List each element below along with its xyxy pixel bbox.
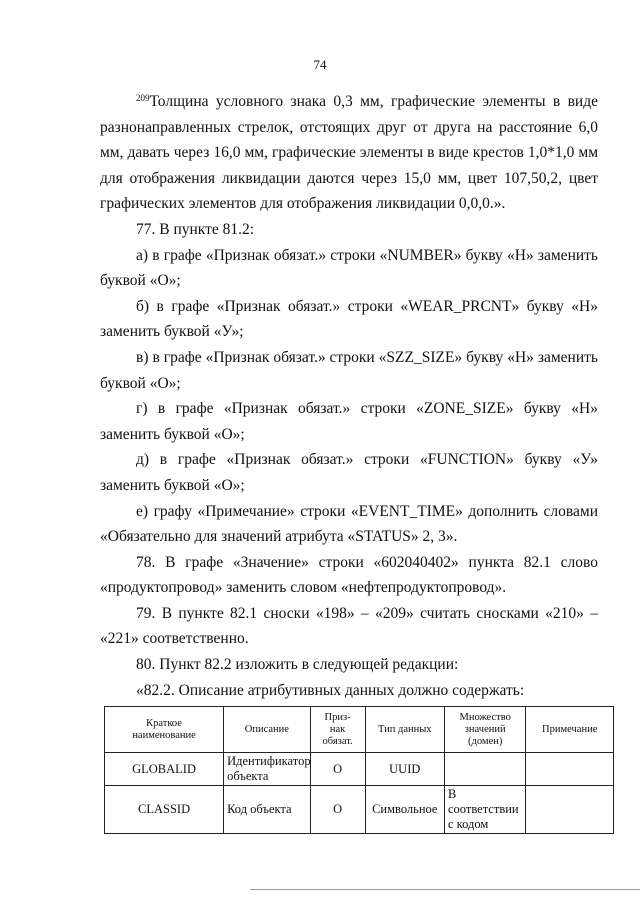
paragraph-82-2: «82.2. Описание атрибутивных данных должно содержать: — [136, 681, 525, 699]
footnote-text: Толщина условного знака 0,3 мм, графические элементы в виде разнонаправленных стрелок, отстоящих друг от друга на расстояние 6,0 мм, давать через 16,0 мм, графические элементы в виде крестов 1,0*1,0 мм для отображения ликвидации даются через 15,0 мм, цвет 107,50,2, цвет графических элементов для отображения ликвидации 0,0,0.». — [100, 93, 598, 213]
cell-short-name: GLOBALID — [105, 753, 224, 786]
item-d: д) в графе «Признак обязат.» строки «FUNCTION» букву «У» заменить буквой «О»; — [100, 451, 598, 494]
paragraph-78: 78. В графе «Значение» строки «602040402» пункта 82.1 слово «продуктопровод» заменить словом «нефтепродуктопровод». — [100, 553, 598, 597]
header-domain: Множество значений (домен) — [444, 707, 525, 753]
table-row — [105, 753, 614, 786]
paragraph-77: 77. В пункте 81.2: — [136, 220, 255, 238]
header-note: Примечание — [526, 707, 614, 753]
cell-note — [526, 753, 614, 786]
attribute-table — [104, 706, 614, 834]
paragraph-79: 79. В пункте 82.1 сноски «198» – «209» считать сносками «210» – «221» соответственно. — [100, 604, 598, 648]
item-b: б) в графе «Признак обязат.» строки «WEAR_PRCNT» букву «Н» заменить буквой «У»; — [100, 297, 598, 341]
footnote-paragraph — [100, 86, 598, 217]
table-header-row — [105, 707, 614, 753]
cell-domain — [444, 753, 525, 786]
header-mandatory: Приз- нак обязат. — [310, 707, 365, 753]
item-a: а) в графе «Признак обязат.» строки «NUMBER» букву «Н» заменить буквой «О»; — [100, 246, 598, 290]
footnote-mark: 209 — [136, 93, 150, 103]
attribute-table-wrapper — [104, 706, 614, 834]
document-body — [100, 86, 598, 703]
header-data-type: Тип данных — [365, 707, 444, 753]
page-edge-line — [250, 889, 640, 890]
cell-data-type: Символьное — [365, 786, 444, 834]
table-row — [105, 786, 614, 834]
cell-data-type: UUID — [365, 753, 444, 786]
page-number: 74 — [313, 57, 327, 72]
cell-domain: В соответствии с кодом — [444, 786, 525, 834]
header-short-name: Краткое наименование — [105, 707, 224, 753]
cell-description: Идентификатор объекта — [224, 753, 311, 786]
item-g: г) в графе «Признак обязат.» строки «ZONE_SIZE» букву «Н» заменить буквой «О»; — [100, 400, 598, 443]
header-description: Описание — [224, 707, 311, 753]
item-v: в) в графе «Признак обязат.» строки «SZZ_SIZE» букву «Н» заменить буквой «О»; — [100, 348, 598, 392]
cell-short-name: CLASSID — [105, 786, 224, 834]
cell-description: Код объекта — [224, 786, 311, 834]
cell-mandatory: О — [310, 753, 365, 786]
item-e: е) графу «Примечание» строки «EVENT_TIME» дополнить словами «Обязательно для значений атрибута «STATUS» 2, 3». — [100, 502, 598, 546]
cell-mandatory: О — [310, 786, 365, 834]
cell-note — [526, 786, 614, 834]
paragraph-80: 80. Пункт 82.2 изложить в следующей редакции: — [136, 656, 459, 674]
